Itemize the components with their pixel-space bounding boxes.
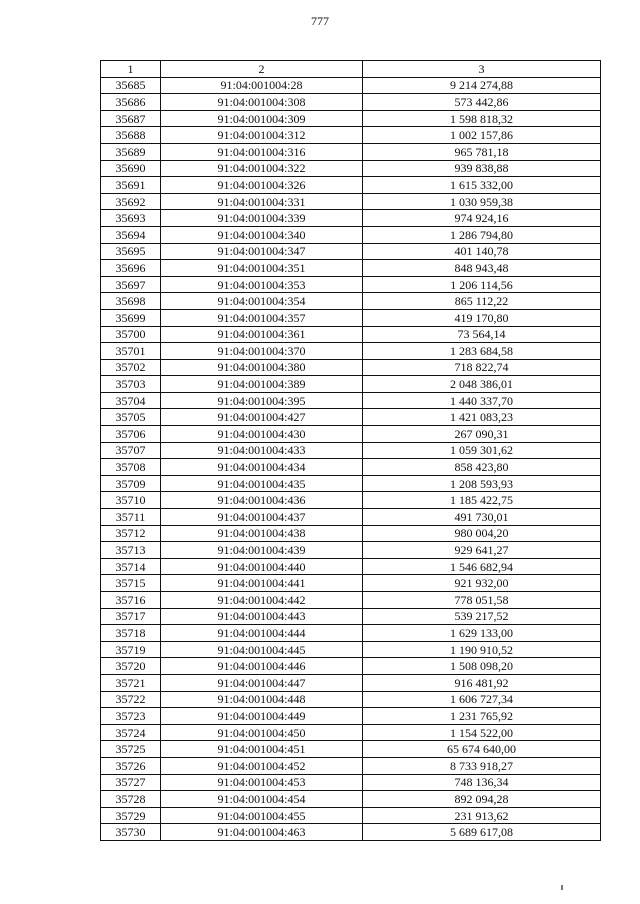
cadastral-number-cell: 91:04:001004:444 (161, 625, 363, 642)
row-number-cell: 35709 (101, 475, 161, 492)
row-number-cell: 35706 (101, 426, 161, 443)
cadastral-number-cell: 91:04:001004:451 (161, 741, 363, 758)
cadastral-number-cell: 91:04:001004:441 (161, 575, 363, 592)
table-row (101, 359, 601, 376)
table-row (101, 309, 601, 326)
table-row (101, 127, 601, 144)
scan-artifact (561, 885, 563, 890)
cadastral-value-cell: 1 615 332,00 (363, 177, 601, 194)
row-number-cell: 35698 (101, 293, 161, 310)
table-row (101, 724, 601, 741)
cadastral-number-cell: 91:04:001004:339 (161, 210, 363, 227)
cadastral-number-cell: 91:04:001004:322 (161, 160, 363, 177)
table-row (101, 94, 601, 111)
table-row (101, 641, 601, 658)
cadastral-value-cell: 8 733 918,27 (363, 757, 601, 774)
row-number-cell: 35718 (101, 625, 161, 642)
table-row (101, 110, 601, 127)
cadastral-value-cell: 1 185 422,75 (363, 492, 601, 509)
cadastral-value-cell: 965 781,18 (363, 143, 601, 160)
cadastral-number-cell: 91:04:001004:361 (161, 326, 363, 343)
row-number-cell: 35719 (101, 641, 161, 658)
cadastral-value-cell: 1 059 301,62 (363, 442, 601, 459)
cadastral-number-cell: 91:04:001004:28 (161, 77, 363, 94)
row-number-cell: 35693 (101, 210, 161, 227)
cadastral-number-cell: 91:04:001004:437 (161, 509, 363, 526)
table-row (101, 376, 601, 393)
cadastral-value-cell: 980 004,20 (363, 525, 601, 542)
row-number-cell: 35690 (101, 160, 161, 177)
cadastral-number-cell: 91:04:001004:353 (161, 276, 363, 293)
cadastral-number-cell: 91:04:001004:447 (161, 674, 363, 691)
table-header-row (101, 61, 601, 78)
table-row (101, 658, 601, 675)
cadastral-value-cell: 858 423,80 (363, 459, 601, 476)
cadastral-value-cell: 1 002 157,86 (363, 127, 601, 144)
cadastral-value-cell: 5 689 617,08 (363, 824, 601, 841)
cadastral-number-cell: 91:04:001004:430 (161, 426, 363, 443)
cadastral-value-cell: 2 048 386,01 (363, 376, 601, 393)
row-number-cell: 35728 (101, 791, 161, 808)
table-row (101, 492, 601, 509)
cadastral-number-cell: 91:04:001004:449 (161, 708, 363, 725)
cadastral-value-cell: 1 030 959,38 (363, 193, 601, 210)
cadastral-number-cell: 91:04:001004:380 (161, 359, 363, 376)
row-number-cell: 35707 (101, 442, 161, 459)
row-number-cell: 35701 (101, 343, 161, 360)
cadastral-value-cell: 1 286 794,80 (363, 226, 601, 243)
cadastral-value-cell: 1 206 114,56 (363, 276, 601, 293)
cadastral-number-cell: 91:04:001004:436 (161, 492, 363, 509)
row-number-cell: 35726 (101, 757, 161, 774)
cadastral-value-cell: 1 546 682,94 (363, 558, 601, 575)
cadastral-value-cell: 929 641,27 (363, 542, 601, 559)
row-number-cell: 35695 (101, 243, 161, 260)
table-row (101, 459, 601, 476)
cadastral-number-cell: 91:04:001004:442 (161, 592, 363, 609)
cadastral-number-cell: 91:04:001004:351 (161, 260, 363, 277)
row-number-cell: 35721 (101, 674, 161, 691)
table-row (101, 409, 601, 426)
cadastral-value-cell: 848 943,48 (363, 260, 601, 277)
table-row (101, 260, 601, 277)
cadastral-value-cell: 921 932,00 (363, 575, 601, 592)
cadastral-value-cell: 65 674 640,00 (363, 741, 601, 758)
cadastral-number-cell: 91:04:001004:354 (161, 293, 363, 310)
table-row (101, 608, 601, 625)
cadastral-value-cell: 1 421 083,23 (363, 409, 601, 426)
cadastral-number-cell: 91:04:001004:448 (161, 691, 363, 708)
cadastral-number-cell: 91:04:001004:445 (161, 641, 363, 658)
cadastral-value-cell: 1 508 098,20 (363, 658, 601, 675)
row-number-cell: 35723 (101, 708, 161, 725)
row-number-cell: 35711 (101, 509, 161, 526)
cadastral-value-cell: 1 283 684,58 (363, 343, 601, 360)
cadastral-value-cell: 916 481,92 (363, 674, 601, 691)
row-number-cell: 35694 (101, 226, 161, 243)
cadastral-number-cell: 91:04:001004:452 (161, 757, 363, 774)
table-row (101, 276, 601, 293)
column-header-1: 1 (101, 61, 161, 78)
cadastral-number-cell: 91:04:001004:308 (161, 94, 363, 111)
row-number-cell: 35716 (101, 592, 161, 609)
cadastral-value-cell: 539 217,52 (363, 608, 601, 625)
row-number-cell: 35713 (101, 542, 161, 559)
column-header-2: 2 (161, 61, 363, 78)
cadastral-value-cell: 892 094,28 (363, 791, 601, 808)
cadastral-value-table (100, 60, 601, 841)
row-number-cell: 35686 (101, 94, 161, 111)
row-number-cell: 35691 (101, 177, 161, 194)
cadastral-value-cell: 419 170,80 (363, 309, 601, 326)
cadastral-value-cell: 1 190 910,52 (363, 641, 601, 658)
row-number-cell: 35714 (101, 558, 161, 575)
table-row (101, 426, 601, 443)
row-number-cell: 35702 (101, 359, 161, 376)
row-number-cell: 35717 (101, 608, 161, 625)
cadastral-value-cell: 401 140,78 (363, 243, 601, 260)
cadastral-value-cell: 718 822,74 (363, 359, 601, 376)
table-row (101, 509, 601, 526)
cadastral-number-cell: 91:04:001004:450 (161, 724, 363, 741)
cadastral-value-cell: 73 564,14 (363, 326, 601, 343)
table-row (101, 210, 601, 227)
table-row (101, 293, 601, 310)
row-number-cell: 35727 (101, 774, 161, 791)
cadastral-number-cell: 91:04:001004:309 (161, 110, 363, 127)
cadastral-number-cell: 91:04:001004:455 (161, 807, 363, 824)
cadastral-value-cell: 1 598 818,32 (363, 110, 601, 127)
row-number-cell: 35703 (101, 376, 161, 393)
cadastral-value-cell: 778 051,58 (363, 592, 601, 609)
cadastral-value-cell: 974 924,16 (363, 210, 601, 227)
row-number-cell: 35724 (101, 724, 161, 741)
table-row (101, 343, 601, 360)
table-row (101, 558, 601, 575)
table-row (101, 193, 601, 210)
table-row (101, 774, 601, 791)
table-row (101, 442, 601, 459)
cadastral-value-cell: 939 838,88 (363, 160, 601, 177)
cadastral-value-cell: 748 136,34 (363, 774, 601, 791)
row-number-cell: 35689 (101, 143, 161, 160)
table-row (101, 143, 601, 160)
cadastral-number-cell: 91:04:001004:439 (161, 542, 363, 559)
cadastral-number-cell: 91:04:001004:340 (161, 226, 363, 243)
table-row (101, 824, 601, 841)
cadastral-value-cell: 267 090,31 (363, 426, 601, 443)
table-row (101, 807, 601, 824)
row-number-cell: 35697 (101, 276, 161, 293)
table-row (101, 475, 601, 492)
cadastral-number-cell: 91:04:001004:326 (161, 177, 363, 194)
row-number-cell: 35685 (101, 77, 161, 94)
cadastral-value-cell: 9 214 274,88 (363, 77, 601, 94)
row-number-cell: 35687 (101, 110, 161, 127)
cadastral-number-cell: 91:04:001004:347 (161, 243, 363, 260)
table-row (101, 625, 601, 642)
cadastral-value-cell: 865 112,22 (363, 293, 601, 310)
column-header-3: 3 (363, 61, 601, 78)
table-row (101, 691, 601, 708)
cadastral-number-cell: 91:04:001004:427 (161, 409, 363, 426)
row-number-cell: 35692 (101, 193, 161, 210)
row-number-cell: 35722 (101, 691, 161, 708)
table-row (101, 243, 601, 260)
table-body (101, 77, 601, 840)
cadastral-value-cell: 1 154 522,00 (363, 724, 601, 741)
cadastral-number-cell: 91:04:001004:357 (161, 309, 363, 326)
cadastral-number-cell: 91:04:001004:331 (161, 193, 363, 210)
table-row (101, 674, 601, 691)
cadastral-number-cell: 91:04:001004:389 (161, 376, 363, 393)
table-row (101, 592, 601, 609)
cadastral-number-cell: 91:04:001004:463 (161, 824, 363, 841)
cadastral-number-cell: 91:04:001004:434 (161, 459, 363, 476)
table-row (101, 741, 601, 758)
cadastral-number-cell: 91:04:001004:316 (161, 143, 363, 160)
row-number-cell: 35710 (101, 492, 161, 509)
cadastral-number-cell: 91:04:001004:440 (161, 558, 363, 575)
cadastral-value-cell: 573 442,86 (363, 94, 601, 111)
cadastral-value-cell: 491 730,01 (363, 509, 601, 526)
table-row (101, 326, 601, 343)
cadastral-value-cell: 1 208 593,93 (363, 475, 601, 492)
cadastral-value-cell: 1 606 727,34 (363, 691, 601, 708)
cadastral-number-cell: 91:04:001004:454 (161, 791, 363, 808)
cadastral-number-cell: 91:04:001004:446 (161, 658, 363, 675)
table-row (101, 575, 601, 592)
row-number-cell: 35704 (101, 392, 161, 409)
table-row (101, 160, 601, 177)
table-row (101, 392, 601, 409)
cadastral-value-cell: 231 913,62 (363, 807, 601, 824)
cadastral-value-cell: 1 440 337,70 (363, 392, 601, 409)
row-number-cell: 35729 (101, 807, 161, 824)
cadastral-number-cell: 91:04:001004:395 (161, 392, 363, 409)
table-row (101, 708, 601, 725)
row-number-cell: 35708 (101, 459, 161, 476)
row-number-cell: 35712 (101, 525, 161, 542)
row-number-cell: 35720 (101, 658, 161, 675)
row-number-cell: 35705 (101, 409, 161, 426)
table-row (101, 525, 601, 542)
page-number: 777 (311, 14, 329, 28)
row-number-cell: 35699 (101, 309, 161, 326)
cadastral-value-cell: 1 629 133,00 (363, 625, 601, 642)
table-row (101, 177, 601, 194)
table-row (101, 77, 601, 94)
cadastral-number-cell: 91:04:001004:433 (161, 442, 363, 459)
table-row (101, 226, 601, 243)
row-number-cell: 35688 (101, 127, 161, 144)
table-row (101, 542, 601, 559)
cadastral-value-cell: 1 231 765,92 (363, 708, 601, 725)
table-row (101, 757, 601, 774)
cadastral-number-cell: 91:04:001004:312 (161, 127, 363, 144)
cadastral-number-cell: 91:04:001004:443 (161, 608, 363, 625)
cadastral-number-cell: 91:04:001004:435 (161, 475, 363, 492)
row-number-cell: 35730 (101, 824, 161, 841)
row-number-cell: 35696 (101, 260, 161, 277)
row-number-cell: 35725 (101, 741, 161, 758)
cadastral-number-cell: 91:04:001004:438 (161, 525, 363, 542)
row-number-cell: 35715 (101, 575, 161, 592)
row-number-cell: 35700 (101, 326, 161, 343)
cadastral-number-cell: 91:04:001004:370 (161, 343, 363, 360)
cadastral-number-cell: 91:04:001004:453 (161, 774, 363, 791)
table-row (101, 791, 601, 808)
